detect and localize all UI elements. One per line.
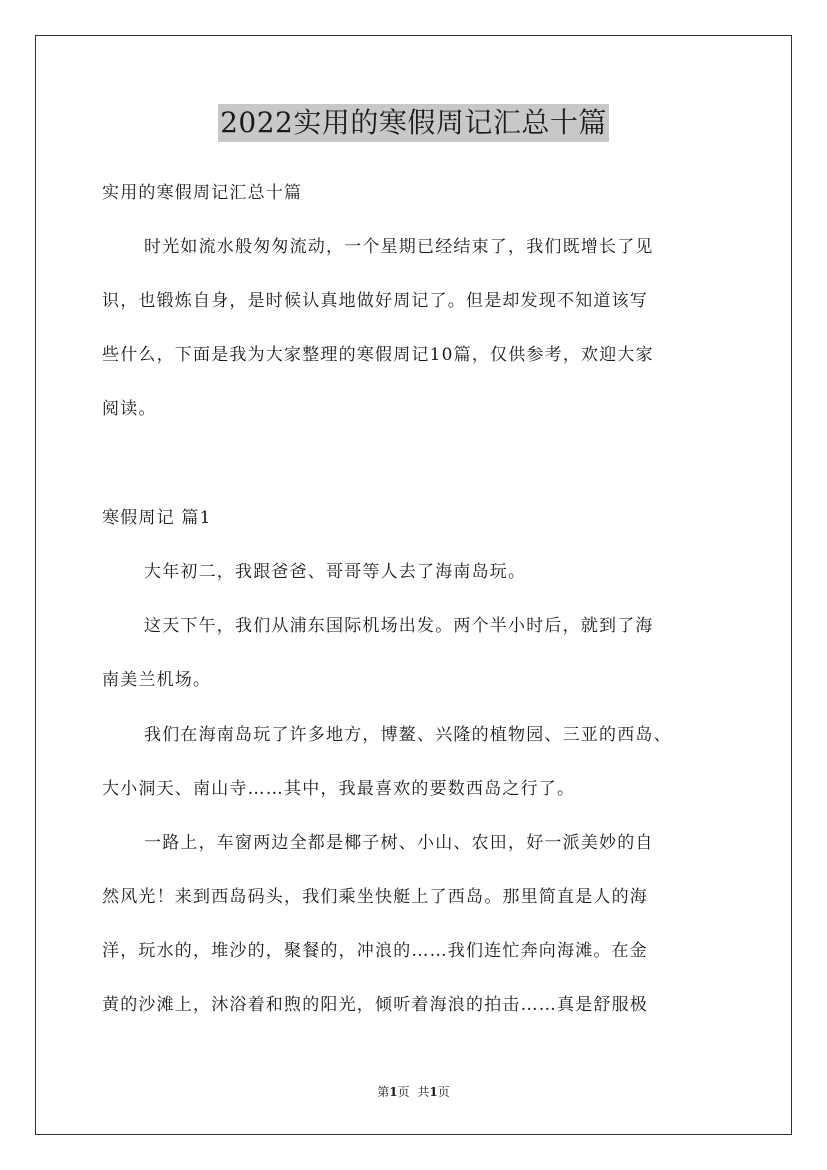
section-heading: 寒假周记 篇1 bbox=[102, 508, 212, 528]
document-title: 2022实用的寒假周记汇总十篇 bbox=[218, 104, 609, 142]
page-label-suffix: 页 bbox=[397, 1085, 410, 1099]
section-line: 大小洞天、南山寺……其中，我最喜欢的要数西岛之行了。 bbox=[102, 779, 576, 799]
intro-line: 阅读。 bbox=[102, 399, 157, 419]
section-line: 这天下午，我们从浦东国际机场出发。两个半小时后，就到了海 bbox=[144, 616, 654, 636]
section-line: 黄的沙滩上，沐浴着和煦的阳光，倾听着海浪的拍击……真是舒服极 bbox=[102, 995, 648, 1015]
section-line: 大年初二，我跟爸爸、哥哥等人去了海南岛玩。 bbox=[144, 562, 527, 582]
total-label-prefix: 共 bbox=[417, 1085, 430, 1099]
section-line: 然风光！来到西岛码头，我们乘坐快艇上了西岛。那里简直是人的海 bbox=[102, 887, 648, 907]
document-subtitle: 实用的寒假周记汇总十篇 bbox=[102, 183, 303, 203]
total-label-suffix: 页 bbox=[437, 1085, 450, 1099]
intro-line: 时光如流水般匆匆流动，一个星期已经结束了，我们既增长了见 bbox=[144, 237, 654, 257]
section-line: 一路上，车窗两边全都是椰子树、小山、农田，好一派美妙的自 bbox=[144, 833, 654, 853]
section-line: 南美兰机场。 bbox=[102, 670, 212, 690]
section-line: 洋，玩水的，堆沙的，聚餐的，冲浪的……我们连忙奔向海滩。在金 bbox=[102, 941, 648, 961]
page-footer bbox=[0, 1084, 827, 1100]
page-label-prefix: 第 bbox=[377, 1085, 390, 1099]
intro-line: 些什么，下面是我为大家整理的寒假周记10篇，仅供参考，欢迎大家 bbox=[102, 345, 654, 365]
intro-line: 识，也锻炼自身，是时候认真地做好周记了。但是却发现不知道该写 bbox=[102, 291, 648, 311]
title-container bbox=[0, 104, 827, 142]
section-line: 我们在海南岛玩了许多地方，博鳌、兴隆的植物园、三亚的西岛、 bbox=[144, 725, 672, 745]
page-number: 1 bbox=[389, 1085, 398, 1099]
total-pages: 1 bbox=[429, 1085, 438, 1099]
